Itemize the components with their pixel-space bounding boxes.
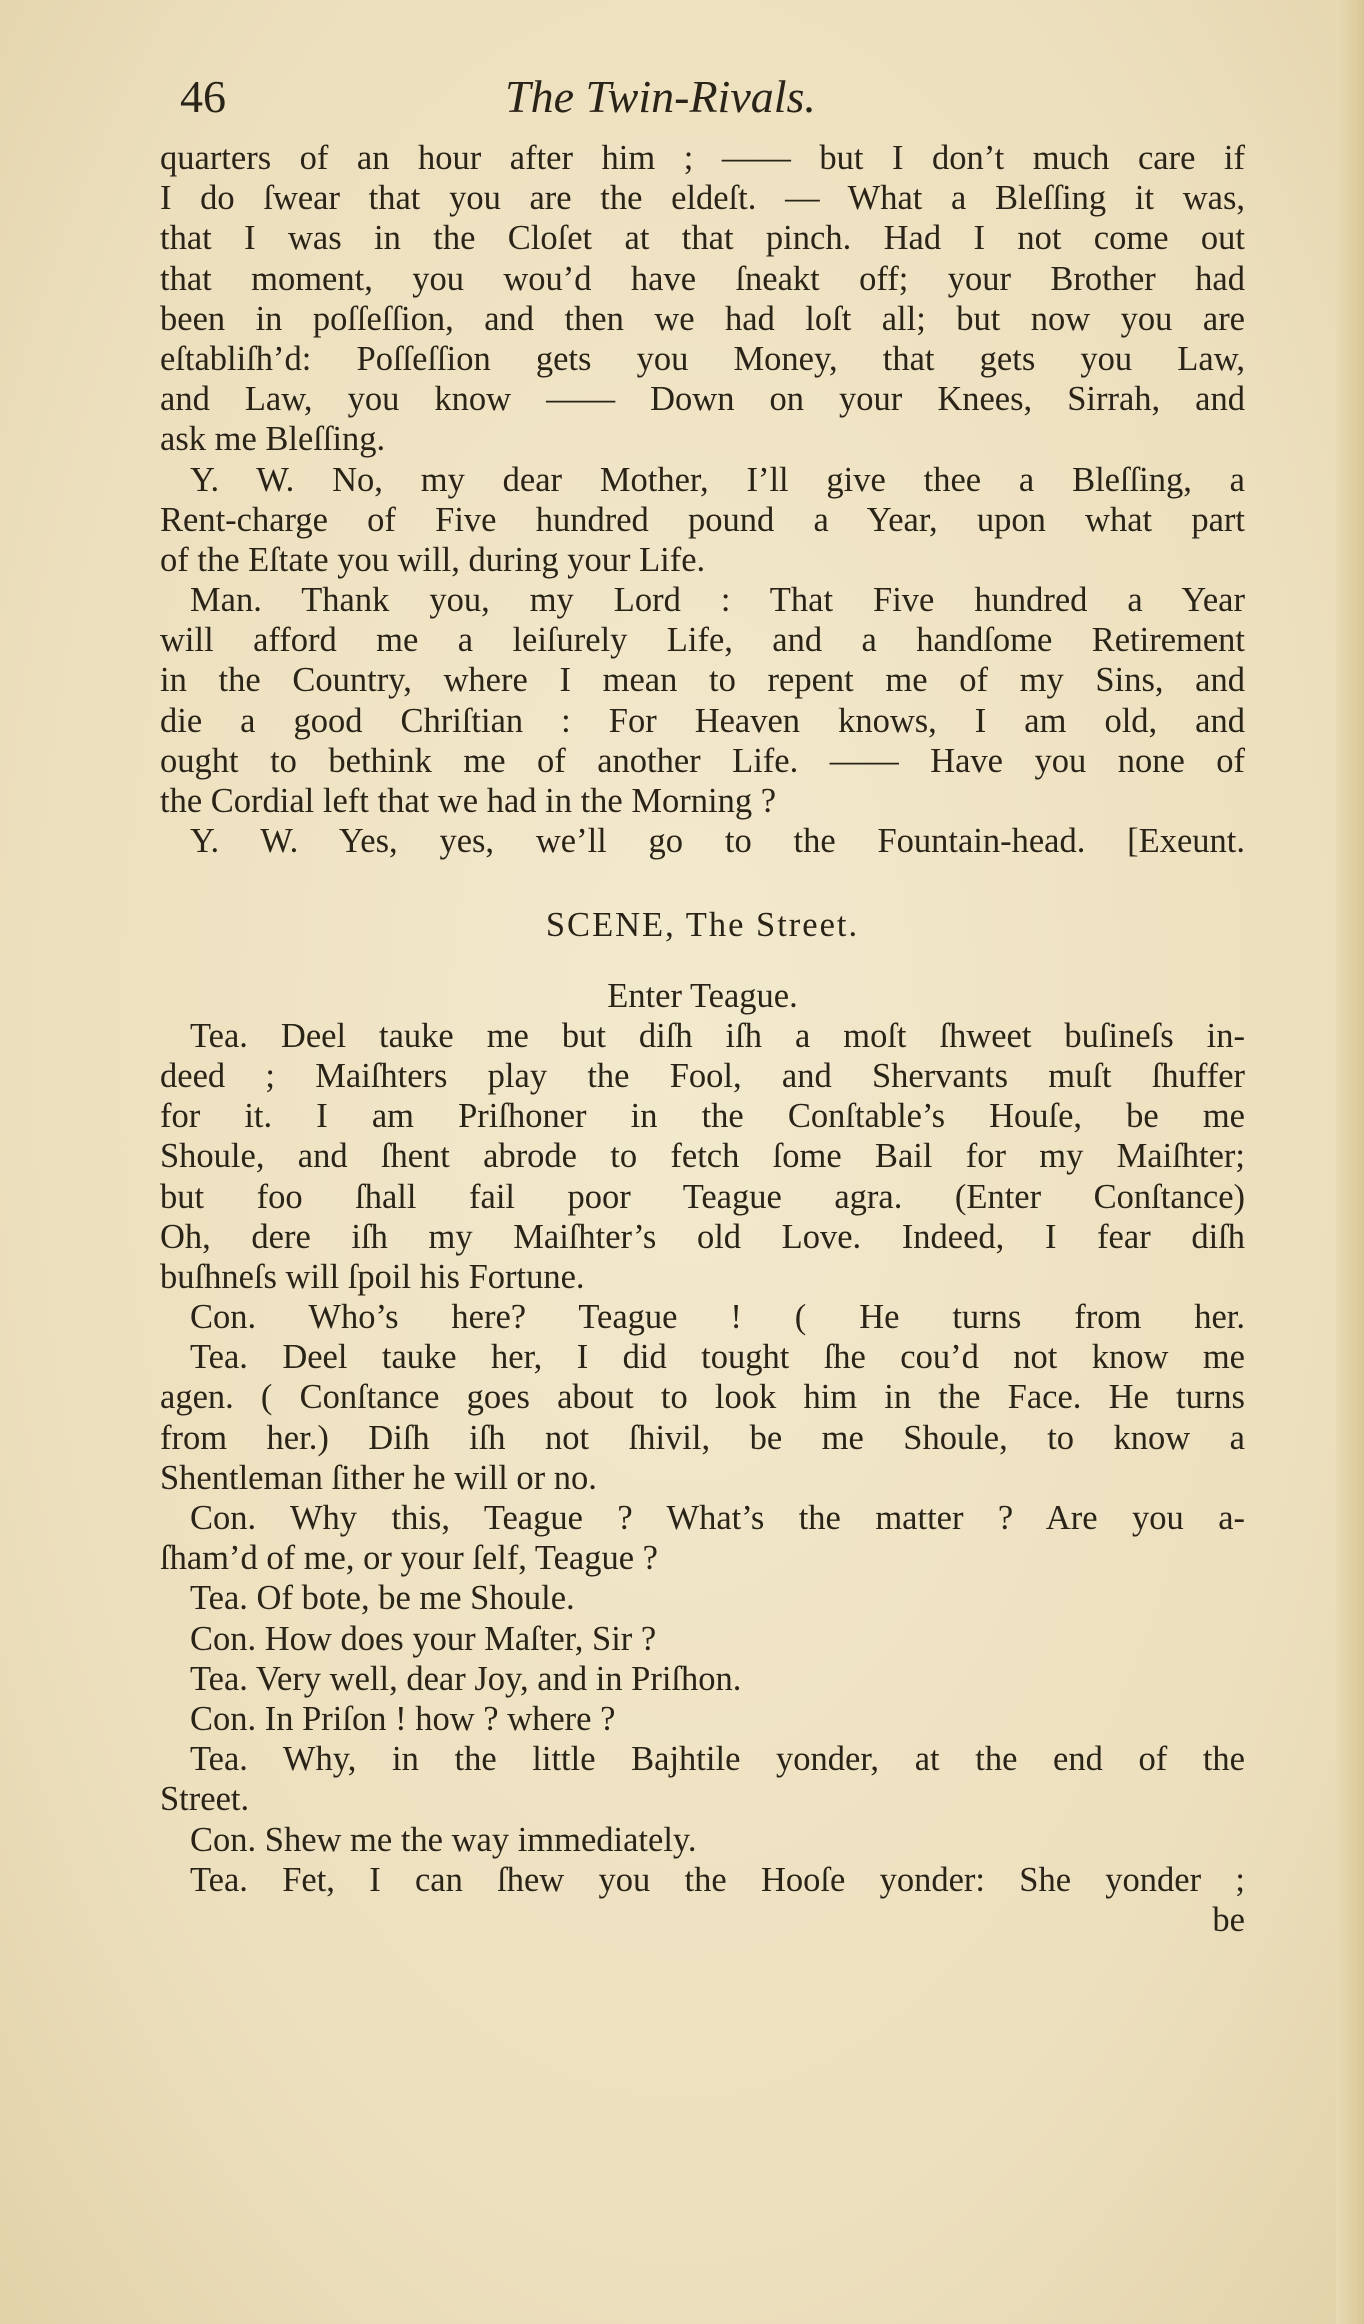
stage-direction: Enter Teague. <box>607 976 798 1015</box>
text-line: agen. ( Conſtance goes about to look him in the Face. He turns <box>160 1378 1245 1417</box>
text-line: for it. I am Priſhoner in the Conſtable’s Houſe, be me <box>160 1097 1245 1136</box>
text-line: quarters of an hour after him ; —— but I don’t much care if <box>160 139 1245 177</box>
text-line: Shentleman ſither he will or no. <box>160 1458 597 1497</box>
text-line: will afford me a leiſurely Life, and a handſome Retirement <box>160 621 1245 660</box>
text-line: Con. Who’s here? Teague ! ( He turns from her. <box>190 1298 1245 1337</box>
text-line: I do ſwear that you are the eldeſt. — What a Bleſſing it was, <box>160 179 1245 218</box>
text-line: die a good Chriſtian : For Heaven knows, I am old, and <box>160 701 1245 740</box>
text-line: been in poſſeſſion, and then we had loſt all; but now you are <box>160 299 1245 338</box>
text-line: Street. <box>160 1780 250 1819</box>
page-edge <box>1336 0 1364 2324</box>
text-line: from her.) Diſh iſh not ſhivil, be me Shoule, to know a <box>160 1418 1245 1457</box>
text-line: Con. Why this, Teague ? What’s the matter ? Are you a- <box>190 1499 1245 1537</box>
text-line: Con. Shew me the way immediately. <box>190 1820 697 1859</box>
body-text <box>160 138 1245 1940</box>
text-line: Tea. Deel tauke her, I did tought ſhe cou’d not know me <box>190 1338 1245 1377</box>
page-header <box>180 70 1240 140</box>
text-line: that moment, you wou’d have ſneakt off; your Brother had <box>160 259 1245 298</box>
text-line: but foo ſhall fail poor Teague agra. (Enter Conſtance) <box>160 1177 1245 1216</box>
text-line: Tea. Very well, dear Joy, and in Priſhon. <box>190 1659 742 1698</box>
text-line: Tea. Deel tauke me but diſh iſh a moſt ſhweet buſineſs in- <box>190 1016 1245 1055</box>
text-line: Tea. Of bote, be me Shoule. <box>190 1579 575 1618</box>
text-line: Con. How does your Maſter, Sir ? <box>190 1619 657 1658</box>
text-line: buſhneſs will ſpoil his Fortune. <box>160 1257 585 1296</box>
text-line: Rent-charge of Five hundred pound a Year, upon what part <box>160 500 1245 539</box>
text-line: Y. W. Yes, yes, we’ll go to the Fountain-head. [Exeunt. <box>190 822 1245 861</box>
running-title: The Twin-Rivals. <box>505 71 816 122</box>
text-line: Shoule, and ſhent abrode to fetch ſome Bail for my Maiſhter; <box>160 1137 1245 1176</box>
text-line: Man. Thank you, my Lord : That Five hundred a Year <box>190 581 1245 620</box>
text-line: and Law, you know —— Down on your Knees, Sirrah, and <box>160 380 1245 419</box>
text-line: ſham’d of me, or your ſelf, Teague ? <box>160 1539 658 1578</box>
text-line: Y. W. No, my dear Mother, I’ll give thee a Bleſſing, a <box>190 460 1245 499</box>
text-line: that I was in the Cloſet at that pinch. Had I not come out <box>160 219 1245 258</box>
text-line: Con. In Priſon ! how ? where ? <box>190 1699 616 1738</box>
catchword: be <box>1212 1900 1245 1939</box>
text-line: Tea. Why, in the little Bajhtile yonder, at the end of the <box>190 1740 1245 1779</box>
text-line: Oh, dere iſh my Maiſhter’s old Love. Indeed, I fear diſh <box>160 1217 1245 1256</box>
text-line: eſtabliſh’d: Poſſeſſion gets you Money, that gets you Law, <box>160 339 1245 378</box>
text-line: in the Country, where I mean to repent me of my Sins, and <box>160 661 1245 700</box>
text-line: Tea. Fet, I can ſhew you the Hooſe yonder: She yonder ; <box>190 1860 1245 1899</box>
text-line: ought to bethink me of another Life. —— Have you none of <box>160 741 1245 780</box>
text-line: ask me Bleſſing. <box>160 420 386 459</box>
text-line: deed ; Maiſhters play the Fool, and Shervants muſt ſhuffer <box>160 1056 1245 1095</box>
text-line: of the Eſtate you will, during your Life. <box>160 540 706 579</box>
scene-heading: SCENE, The Street. <box>545 906 860 945</box>
page-number: 46 <box>180 71 226 122</box>
text-line: the Cordial left that we had in the Morning ? <box>160 782 777 820</box>
